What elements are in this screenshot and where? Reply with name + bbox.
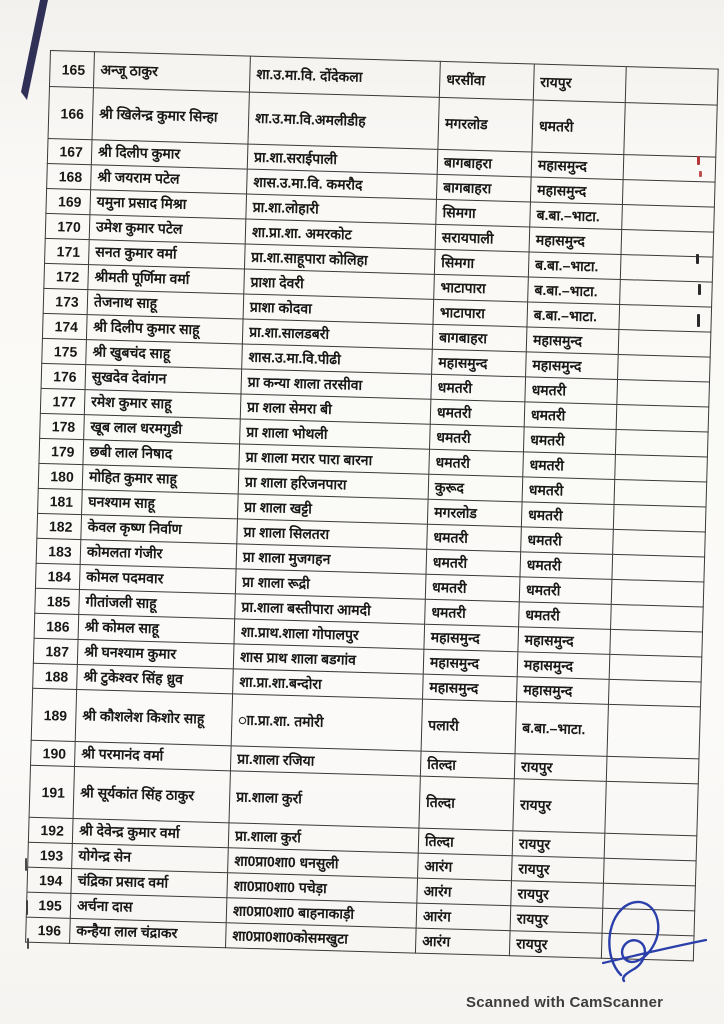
cell-block: धमतरी	[431, 374, 526, 402]
cell-district: महासमुन्द	[517, 652, 610, 680]
cell-serial-number: 167	[47, 138, 92, 164]
cell-empty	[609, 654, 702, 682]
cell-district: धमतरी	[521, 527, 614, 555]
cell-district: रायपुर	[512, 831, 605, 859]
cell-school-name: प्रा शाला भोथली	[240, 419, 431, 449]
cell-school-name: प्रा.शा.लोहारी	[246, 194, 437, 224]
cell-school-name: शा0प्रा0शा0कोसमखुटा	[226, 923, 417, 953]
cell-teacher-name: श्री दिलीप कुमार साहू	[86, 315, 243, 344]
cell-teacher-name: श्री दिलीप कुमार	[91, 140, 248, 169]
cell-teacher-name: श्री कोमल साहू	[78, 615, 235, 644]
cell-district: रायपुर	[514, 754, 607, 782]
cell-serial-number: 171	[45, 238, 90, 264]
cell-teacher-name: गीतांजली साहू	[79, 590, 236, 619]
cell-district: रायपुर	[510, 906, 603, 934]
cell-serial-number: 172	[44, 263, 89, 289]
edge-artifact	[697, 314, 700, 327]
cell-block: सिमगा	[436, 199, 531, 227]
cell-school-name: प्रा.शा.साहूपारा कोलिहा	[244, 244, 435, 274]
cell-district: ब.बा.–भाटा.	[528, 252, 621, 280]
cell-block: भाटापारा	[433, 299, 528, 327]
cell-empty	[623, 155, 716, 183]
edge-artifact-red	[699, 171, 702, 177]
cell-block: धमतरी	[430, 424, 525, 452]
cell-teacher-name: छबी लाल निषाद	[83, 440, 240, 469]
cell-serial-number: 176	[41, 363, 86, 389]
cell-school-name: प्रा शला सेमरा बी	[240, 394, 431, 424]
cell-serial-number: 191	[29, 765, 74, 818]
cell-empty	[618, 354, 711, 382]
cell-block: तिल्दा	[418, 828, 513, 856]
cell-block: आरंग	[417, 878, 512, 906]
cell-serial-number: 190	[31, 740, 76, 766]
edge-artifact	[25, 858, 27, 871]
cell-block: तिल्दा	[420, 751, 515, 779]
cell-block: बागबाहरा	[437, 149, 532, 177]
cell-school-name: प्रा.शा.सालडबरी	[242, 319, 433, 349]
cell-district: रायपुर	[511, 856, 604, 884]
cell-district: ब.बा.–भाटा.	[527, 302, 620, 330]
cell-district: महासमुन्द	[526, 327, 619, 355]
roster-table-body	[26, 51, 719, 961]
cell-district: धमतरी	[525, 377, 618, 405]
cell-block: सिमगा	[434, 249, 529, 277]
cell-serial-number: 165	[49, 51, 94, 88]
cell-district: धमतरी	[519, 602, 612, 630]
cell-teacher-name: अर्चना दास	[70, 893, 227, 922]
cell-block: मगरलोड	[438, 97, 533, 152]
edge-artifact	[698, 284, 701, 295]
cell-serial-number: 180	[38, 463, 83, 489]
cell-teacher-name: कोमल पदमवार	[79, 565, 236, 594]
cell-serial-number: 183	[36, 538, 81, 564]
cell-empty	[620, 255, 713, 283]
cell-school-name: प्रा शाला मरार पारा बारना	[239, 444, 430, 474]
teacher-roster-table	[25, 50, 719, 961]
cell-school-name: शा.उ.मा.वि.अमलीडीह	[248, 92, 439, 149]
cell-teacher-name: कन्हैया लाल चंद्राकर	[70, 918, 227, 947]
cell-school-name: शा.प्रा.शा.बन्दोरा	[233, 669, 424, 699]
cell-district: धमतरी	[532, 100, 625, 155]
cell-block: बागबाहरा	[436, 174, 531, 202]
cell-teacher-name: कोमलता गंजीर	[80, 540, 237, 569]
cell-block: सरायपाली	[435, 224, 530, 252]
cell-teacher-name: यमुना प्रसाद मिश्रा	[90, 190, 247, 219]
cell-block: धरसींवा	[439, 61, 534, 100]
cell-serial-number: 185	[35, 588, 80, 614]
cell-empty	[613, 504, 706, 532]
cell-school-name: प्रा.शाला रजिया	[230, 746, 421, 776]
cell-teacher-name: मोहित कुमार साहू	[82, 465, 239, 494]
cell-school-name: प्रा शाला रूद्री	[235, 569, 426, 599]
cell-district: रायपुर	[509, 931, 602, 959]
cell-block: महासमुन्द	[424, 624, 519, 652]
cell-empty	[608, 679, 701, 707]
cell-block: धमतरी	[430, 399, 525, 427]
cell-serial-number: 174	[42, 313, 87, 339]
cell-district: महासमुन्द	[526, 352, 619, 380]
cell-empty	[618, 329, 711, 357]
cell-school-name: शा.उ.मा.वि. दोंदेकला	[249, 56, 440, 97]
cell-school-name: प्रा.शाला बस्तीपारा आमदी	[235, 594, 426, 624]
cell-school-name: ाा.प्रा.शा. तमोरी	[231, 694, 422, 751]
cell-block: धमतरी	[425, 599, 520, 627]
cell-school-name: शा0प्रा0शा0 बाहनाकाड़ी	[226, 898, 417, 928]
cell-serial-number: 196	[26, 917, 71, 943]
cell-serial-number: 181	[38, 488, 83, 514]
cell-school-name: प्रा शाला मुजगहन	[236, 544, 427, 574]
cell-school-name: प्रा.शाला कुर्रा	[229, 771, 420, 828]
cell-school-name: शास.उ.मा.वि. कमरौद	[247, 169, 438, 199]
cell-school-name: प्राशा देवरी	[244, 269, 435, 299]
cell-block: आरंग	[418, 853, 513, 881]
cell-empty	[622, 180, 715, 208]
cell-school-name: प्रा.शाला कुर्रा	[228, 823, 419, 853]
cell-district: महासमुन्द	[529, 227, 622, 255]
cell-serial-number: 195	[26, 892, 71, 918]
cell-serial-number: 193	[28, 842, 73, 868]
cell-district: रायपुर	[511, 881, 604, 909]
cell-empty	[606, 756, 699, 784]
cell-empty	[621, 230, 714, 258]
cell-district: धमतरी	[522, 477, 615, 505]
cell-school-name: शा.प्राथ.शाला गोपालपुर	[234, 619, 425, 649]
edge-artifact-red	[697, 156, 700, 165]
cell-serial-number: 189	[31, 688, 76, 741]
cell-district: महासमुन्द	[530, 177, 623, 205]
cell-school-name: प्रा शाला हरिजनपारा	[238, 469, 429, 499]
signature-scribble	[575, 893, 724, 1005]
cell-serial-number: 194	[27, 867, 72, 893]
cell-district: धमतरी	[520, 552, 613, 580]
cell-teacher-name: रमेश कुमार साहू	[84, 390, 241, 419]
cell-empty	[607, 704, 700, 759]
cell-block: धमतरी	[425, 574, 520, 602]
cell-teacher-name: उमेश कुमार पटेल	[89, 215, 246, 244]
cell-serial-number: 178	[40, 413, 85, 439]
cell-district: महासमुन्द	[516, 677, 609, 705]
cell-teacher-name: श्रीमती पूर्णिमा वर्मा	[88, 265, 245, 294]
camscanner-watermark: Scanned with CamScanner	[466, 994, 664, 1011]
cell-block: तिल्दा	[419, 776, 514, 831]
edge-artifact	[696, 254, 699, 264]
cell-serial-number: 166	[48, 86, 93, 139]
cell-empty	[624, 103, 717, 158]
cell-empty	[617, 379, 710, 407]
cell-block: धमतरी	[427, 524, 522, 552]
cell-block: मगरलोड	[427, 499, 522, 527]
cell-school-name: प्रा शाला सिलतरा	[237, 519, 428, 549]
cell-teacher-name: श्री कौशलेश किशोर साहू	[75, 689, 232, 745]
cell-serial-number: 168	[47, 163, 92, 189]
edge-artifact	[27, 938, 29, 949]
cell-teacher-name: श्री खुबचंद साहू	[86, 340, 243, 369]
cell-block: कुरूद	[428, 474, 523, 502]
cell-school-name: प्रा शाला खट्टी	[237, 494, 428, 524]
cell-serial-number: 175	[42, 338, 87, 364]
cell-empty	[611, 604, 704, 632]
cell-school-name: प्रा कन्या शाला तरसीवा	[241, 369, 432, 399]
cell-serial-number: 179	[39, 438, 84, 464]
cell-empty	[613, 529, 706, 557]
cell-district: धमतरी	[524, 402, 617, 430]
cell-empty	[625, 67, 718, 106]
cell-empty	[610, 629, 703, 657]
cell-district: ब.बा.–भाटा.	[530, 202, 623, 230]
roster-table-container	[25, 50, 658, 960]
edge-artifact	[26, 900, 28, 915]
cell-teacher-name: श्री देवेन्द्र कुमार वर्मा	[72, 818, 229, 847]
cell-district: महासमुन्द	[531, 152, 624, 180]
cell-serial-number: 186	[34, 613, 79, 639]
cell-teacher-name: घनश्याम साहू	[82, 490, 239, 519]
cell-block: आरंग	[415, 928, 510, 956]
cell-empty	[615, 454, 708, 482]
cell-empty	[612, 554, 705, 582]
cell-empty	[622, 205, 715, 233]
cell-teacher-name: श्री खिलेन्द्र कुमार सिन्हा	[92, 88, 249, 144]
cell-teacher-name: योगेन्द्र सेन	[72, 843, 229, 872]
cell-block: धमतरी	[426, 549, 521, 577]
cell-teacher-name: केवल कृष्ण निर्वाण	[81, 515, 238, 544]
cell-block: बागबाहरा	[432, 324, 527, 352]
cell-school-name: प्राशा कोदवा	[243, 294, 434, 324]
cell-empty	[615, 429, 708, 457]
cell-district: ब.बा.–भाटा.	[515, 702, 608, 757]
cell-teacher-name: श्री घनश्याम कुमार	[77, 640, 234, 669]
cell-serial-number: 184	[35, 563, 80, 589]
cell-district: रायपुर	[513, 779, 606, 834]
cell-teacher-name: श्री टुकेश्वर सिंह ध्रुव	[77, 665, 234, 694]
cell-school-name: शास.उ.मा.वि.पीढी	[242, 344, 433, 374]
cell-school-name: शा0प्रा0शा0 पचेड़ा	[227, 873, 418, 903]
cell-empty	[614, 479, 707, 507]
cell-block: पलारी	[421, 699, 516, 754]
cell-serial-number: 169	[46, 188, 91, 214]
cell-empty	[605, 781, 698, 836]
cell-empty	[604, 833, 697, 861]
cell-school-name: शा0प्रा0शा0 धनसुली	[228, 848, 419, 878]
cell-district: धमतरी	[519, 577, 612, 605]
cell-teacher-name: सनत कुमार वर्मा	[89, 240, 246, 269]
cell-district: महासमुन्द	[518, 627, 611, 655]
cell-teacher-name: खूब लाल धरमगुडी	[84, 415, 241, 444]
cell-school-name: शास प्राथ शाला बडगांव	[233, 644, 424, 674]
cell-serial-number: 192	[28, 817, 73, 843]
cell-teacher-name: सुखदेव देवांगन	[85, 365, 242, 394]
cell-teacher-name: चंद्रिका प्रसाद वर्मा	[71, 868, 228, 897]
cell-block: धमतरी	[429, 449, 524, 477]
cell-block: आरंग	[416, 903, 511, 931]
cell-block: भाटापारा	[434, 274, 529, 302]
cell-district: रायपुर	[533, 64, 626, 103]
cell-district: धमतरी	[523, 427, 616, 455]
cell-block: महासमुन्द	[423, 649, 518, 677]
cell-teacher-name: तेजनाथ साहू	[87, 290, 244, 319]
cell-block: महासमुन्द	[432, 349, 527, 377]
cell-school-name: शा.प्रा.शा. अमरकोट	[245, 219, 436, 249]
cell-serial-number: 187	[33, 638, 78, 664]
cell-teacher-name: श्री सूर्यकांत सिंह ठाकुर	[73, 766, 230, 822]
cell-teacher-name: श्री जयराम पटेल	[91, 165, 248, 194]
cell-district: धमतरी	[523, 452, 616, 480]
cell-teacher-name: अन्जू ठाकुर	[93, 52, 250, 92]
cell-serial-number: 170	[45, 213, 90, 239]
cell-serial-number: 173	[43, 288, 88, 314]
cell-district: ब.बा.–भाटा.	[528, 277, 621, 305]
cell-empty	[616, 404, 709, 432]
cell-serial-number: 188	[33, 663, 78, 689]
cell-block: महासमुन्द	[423, 674, 518, 702]
cell-empty	[603, 858, 696, 886]
cell-serial-number: 182	[37, 513, 82, 539]
cell-school-name: प्रा.शा.सराईपाली	[247, 144, 438, 174]
cell-serial-number: 177	[40, 388, 85, 414]
cell-empty	[611, 579, 704, 607]
cell-teacher-name: श्री परमानंद वर्मा	[75, 741, 232, 770]
cell-district: धमतरी	[521, 502, 614, 530]
